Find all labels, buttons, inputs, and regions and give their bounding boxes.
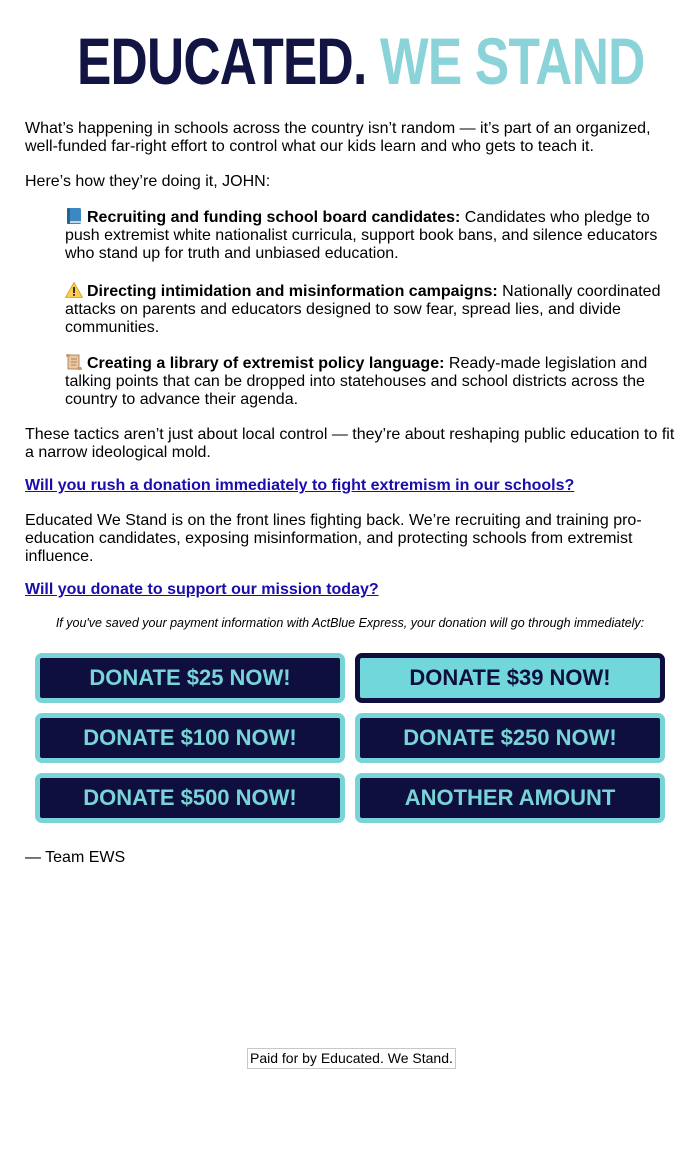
donate-25-button[interactable]: DONATE $25 NOW!: [35, 653, 345, 703]
donate-39-button[interactable]: DONATE $39 NOW!: [355, 653, 665, 703]
warning-icon: [65, 282, 83, 298]
actblue-express-note: If you've saved your payment information with ActBlue Express, your donation will go through immediately:: [55, 616, 645, 630]
scroll-icon: [65, 354, 83, 370]
paid-for-disclaimer: Paid for by Educated. We Stand.: [247, 1048, 456, 1069]
tactic-text: Nationally coordinated attacks on parents and educators designed to sow fear, spread lies, and divide communities.: [65, 283, 661, 336]
another-amount-button[interactable]: ANOTHER AMOUNT: [355, 773, 665, 823]
tactic-item: [65, 208, 680, 263]
lead-in-paragraph: Here’s how they’re doing it, JOHN:: [25, 173, 271, 190]
logo: [77, 22, 645, 100]
tactic-item: [65, 354, 680, 409]
logo-we-stand: WE STAND: [380, 24, 645, 98]
donate-link-mission[interactable]: Will you donate to support our mission today?: [25, 581, 379, 598]
tactic-text: Ready-made legislation and talking points that can be dropped into statehouses and school districts across the country to advance their agenda.: [65, 355, 648, 408]
tactic-title: Directing intimidation and misinformation campaigns:: [87, 283, 498, 300]
signoff: — Team EWS: [25, 849, 126, 866]
donate-link-rush[interactable]: Will you rush a donation immediately to fight extremism in our schools?: [25, 477, 575, 494]
tactic-text: Candidates who pledge to push extremist white nationalist curricula, support book bans, and silence educators who stand up for truth and unbiased education.: [65, 209, 658, 262]
summary-paragraph: These tactics aren’t just about local control — they’re about reshaping public education to fit a narrow ideological mold.: [25, 426, 675, 461]
donate-500-button[interactable]: DONATE $500 NOW!: [35, 773, 345, 823]
tactic-item: [65, 282, 680, 337]
intro-paragraph: What’s happening in schools across the country isn’t random — it’s part of an organized, well-funded far-right effort to control what our kids learn and who gets to teach it.: [25, 120, 651, 155]
donate-100-button[interactable]: DONATE $100 NOW!: [35, 713, 345, 763]
logo-educated: EDUCATED.: [77, 24, 367, 98]
mission-paragraph: Educated We Stand is on the front lines fighting back. We’re recruiting and training pro-education candidates, exposing misinformation, and protecting schools from extremist influence.: [25, 512, 642, 565]
blue-book-icon: [65, 208, 83, 224]
tactic-title: Creating a library of extremist policy language:: [87, 355, 445, 372]
donate-250-button[interactable]: DONATE $250 NOW!: [355, 713, 665, 763]
tactic-title: Recruiting and funding school board candidates:: [87, 209, 461, 226]
